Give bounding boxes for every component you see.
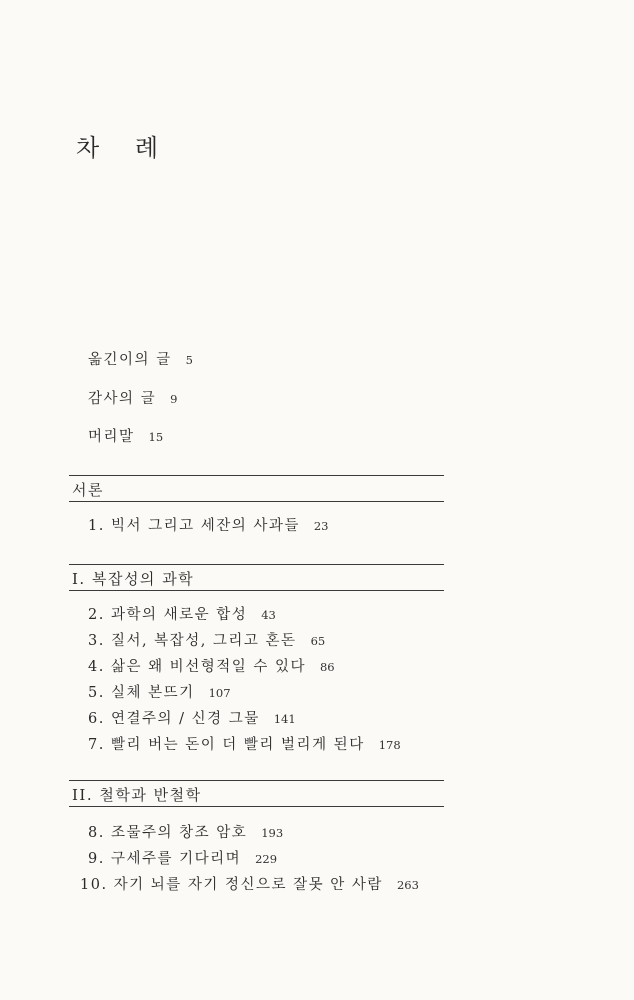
toc-entry (88, 606, 276, 624)
section-heading: II. 철학과 반철학 (72, 786, 202, 804)
toc-entry-label: 3. 질서, 복잡성, 그리고 혼돈 (88, 633, 297, 649)
toc-entry (88, 658, 335, 676)
toc-entry-label: 1. 빅서 그리고 세잔의 사과들 (88, 518, 300, 534)
toc-entry-label: 옮긴이의 글 (88, 352, 172, 368)
toc-entry-page: 263 (396, 878, 419, 892)
section-heading: I. 복잡성의 과학 (72, 570, 195, 588)
toc-entry-page: 193 (261, 826, 284, 840)
toc-entry-label: 7. 빨리 버는 돈이 더 빨리 벌리게 된다 (88, 737, 365, 753)
toc-entry-page: 9 (170, 392, 178, 406)
toc-entry (88, 824, 283, 842)
toc-entry-page: 229 (255, 852, 278, 866)
toc-entry-page: 43 (261, 608, 276, 622)
toc-entry-page: 23 (313, 519, 329, 533)
toc-entry-label: 6. 연결주의 / 신경 그물 (88, 711, 260, 727)
section-rule-bottom (69, 806, 444, 807)
section-heading: 서론 (72, 481, 104, 499)
toc-entry-label: 8. 조물주의 창조 암호 (88, 825, 248, 841)
toc-entry-page: 5 (185, 353, 193, 367)
toc-entry (88, 351, 193, 369)
toc-entry (88, 517, 329, 535)
toc-entry-label: 머리말 (88, 429, 135, 445)
toc-entry (88, 710, 296, 728)
toc-entry-label: 9. 구세주를 기다리며 (88, 851, 242, 867)
toc-entry (88, 632, 325, 650)
toc-entry-page: 178 (378, 738, 401, 752)
section-rule-top (69, 780, 444, 781)
toc-entry (88, 736, 401, 754)
toc-entry (80, 876, 419, 894)
toc-entry-page: 141 (273, 712, 296, 726)
toc-entry (88, 390, 177, 408)
toc-entry-label: 2. 과학의 새로운 합성 (88, 607, 248, 623)
toc-entry-label: 5. 실체 본뜨기 (88, 685, 195, 701)
toc-entry-label: 감사의 글 (88, 391, 157, 407)
toc-entry-page: 86 (319, 660, 335, 674)
toc-entry-page: 107 (208, 686, 231, 700)
toc-entry (88, 684, 231, 702)
toc-entry-label: 10. 자기 뇌를 자기 정신으로 잘못 안 사람 (80, 877, 383, 893)
toc-entry (88, 428, 163, 446)
toc-entry-page: 15 (148, 430, 164, 444)
toc-entry (88, 850, 277, 868)
section-rule-bottom (69, 590, 444, 591)
section-rule-bottom (69, 501, 444, 502)
section-rule-top (69, 475, 444, 476)
toc-entry-page: 65 (310, 634, 326, 648)
page-title: 차 례 (76, 134, 172, 162)
toc-entry-label: 4. 삶은 왜 비선형적일 수 있다 (88, 659, 306, 675)
section-rule-top (69, 564, 444, 565)
